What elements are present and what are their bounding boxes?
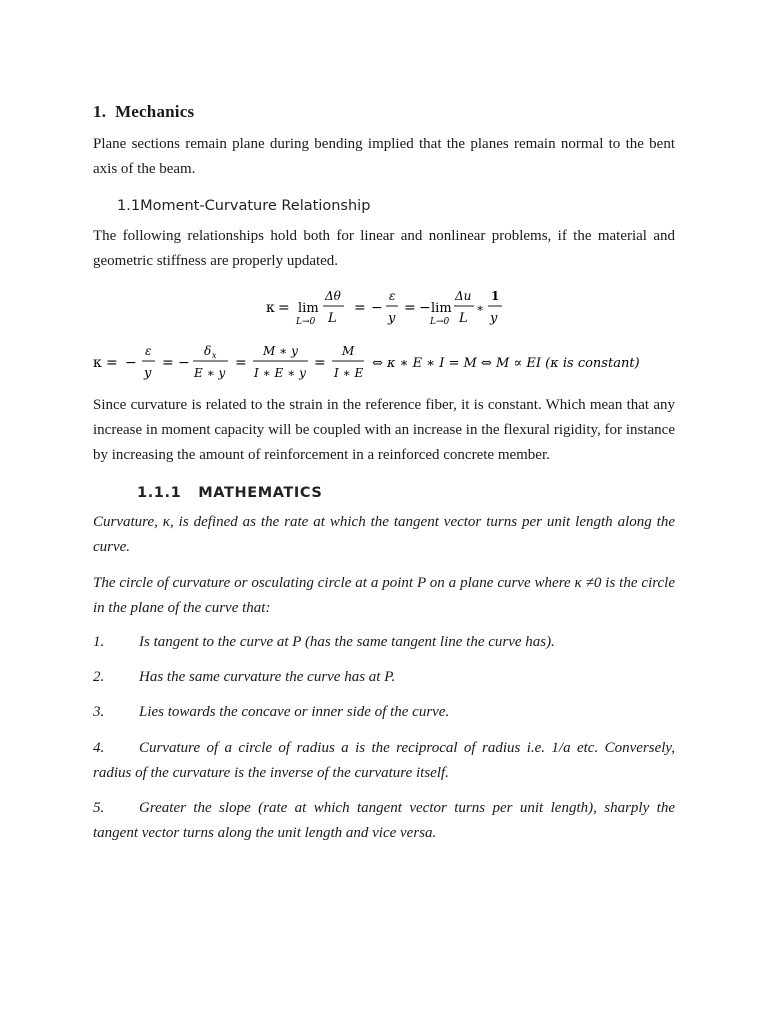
eq2-tail: ⇔ κ ∗ E ∗ I = M ⇔ M ∝ EI (κ is constant) <box>372 356 640 371</box>
eq1-den2: y <box>388 311 396 326</box>
eq1-lim-sub-2: L→0 <box>430 317 450 327</box>
list-item <box>93 796 675 846</box>
eq1-num3: Δu <box>455 289 472 303</box>
eq1-lim-2: lim <box>431 301 452 316</box>
eq1-den3: L <box>459 311 468 326</box>
equation-moment-curvature <box>92 340 678 384</box>
eq1-num4: 1 <box>491 289 500 303</box>
eq2-equals-2: = <box>162 355 174 371</box>
subsubsection-number: 1.1.1 <box>137 485 182 501</box>
list-item-text: Curvature of a circle of radius a is the reciprocal of radius i.e. 1/a etc. Conversely, radius of the curvature is the inverse of the curvature itself. <box>93 740 675 781</box>
list-item-number: 4. <box>93 740 105 756</box>
eq1-den1: L <box>328 311 337 326</box>
list-item-number: 2. <box>93 669 105 685</box>
eq2-kappa: κ <box>93 355 102 371</box>
eq2-f3-num: M ∗ y <box>263 344 298 358</box>
eq1-equals: = <box>278 300 290 316</box>
list-item-number: 1. <box>93 634 105 650</box>
eq2-equals-4: = <box>314 355 326 371</box>
circle-paragraph: The circle of curvature or osculating circle at a point P on a plane curve where κ ≠0 is the circle in the plane of the curve that: <box>93 575 675 616</box>
list-item <box>93 736 675 786</box>
eq1-num1: Δθ <box>325 289 341 303</box>
eq2-f2-num: δ <box>204 344 212 358</box>
equation-curvature-limit <box>262 284 512 328</box>
eq2-f1-den: y <box>144 366 152 381</box>
eq1-num2: ε <box>389 289 396 303</box>
eq1-minus-2: − <box>419 300 431 316</box>
subsubsection-heading <box>137 485 322 501</box>
eq2-f3-den: I ∗ E ∗ y <box>254 366 306 380</box>
list-item <box>93 665 675 690</box>
subsection-title: Moment-Curvature Relationship <box>140 198 371 214</box>
eq1-lim: lim <box>298 301 319 316</box>
section-heading <box>93 102 194 122</box>
eq1-equals-3: = <box>404 300 416 316</box>
eq2-equals-3: = <box>235 355 247 371</box>
list-item <box>93 630 675 655</box>
eq2-f2-den: E ∗ y <box>194 366 226 380</box>
eq2-minus: − <box>125 355 137 371</box>
eq1-times: ∗ <box>476 301 485 315</box>
list-item-text: Has the same curvature the curve has at P. <box>139 669 396 685</box>
eq1-lim-sub: L→0 <box>296 317 316 327</box>
eq2-f4-num: M <box>342 344 355 358</box>
list-item-text: Lies towards the concave or inner side of the curve. <box>139 704 450 720</box>
eq2-equals: = <box>106 355 118 371</box>
eq2-minus-2: − <box>178 355 190 371</box>
eq2-f2-num-sub: x <box>212 351 217 360</box>
list-item-text: Greater the slope (rate at which tangent vector turns per unit length), sharply the tangent vector turns along the unit length and vice versa. <box>93 800 675 841</box>
eq2-f1-num: ε <box>145 344 152 358</box>
subsubsection-title: MATHEMATICS <box>198 485 323 501</box>
eq1-den4: y <box>490 311 498 326</box>
curvature-paragraph: Since curvature is related to the strain in the reference fiber, it is constant. Which mean that any increase in moment capacity will be coupled with an increase in the flexural rigidity, for instance by increasing the amount of reinforcement in a reinforced concrete member. <box>93 397 675 463</box>
eq1-equals-2: = <box>354 300 366 316</box>
subsection-heading <box>117 198 370 214</box>
section-title: Mechanics <box>115 102 195 121</box>
eq2-f4-den: I ∗ E <box>334 366 364 380</box>
definition-paragraph: Curvature, κ, is defined as the rate at which the tangent vector turns per unit length along the curve. <box>93 514 675 555</box>
subsection-number: 1.1 <box>117 198 141 214</box>
relationship-paragraph: The following relationships hold both for linear and nonlinear problems, if the material and geometric stiffness are properly updated. <box>93 228 675 269</box>
list-item-text: Is tangent to the curve at P (has the same tangent line the curve has). <box>139 634 555 650</box>
eq1-kappa: κ <box>266 300 275 316</box>
eq1-minus: − <box>371 300 383 316</box>
section-number: 1. <box>93 102 107 121</box>
list-item-number: 5. <box>93 800 105 816</box>
intro-paragraph: Plane sections remain plane during bending implied that the planes remain normal to the bent axis of the beam. <box>93 136 675 177</box>
list-item <box>93 700 675 725</box>
list-item-number: 3. <box>93 704 105 720</box>
